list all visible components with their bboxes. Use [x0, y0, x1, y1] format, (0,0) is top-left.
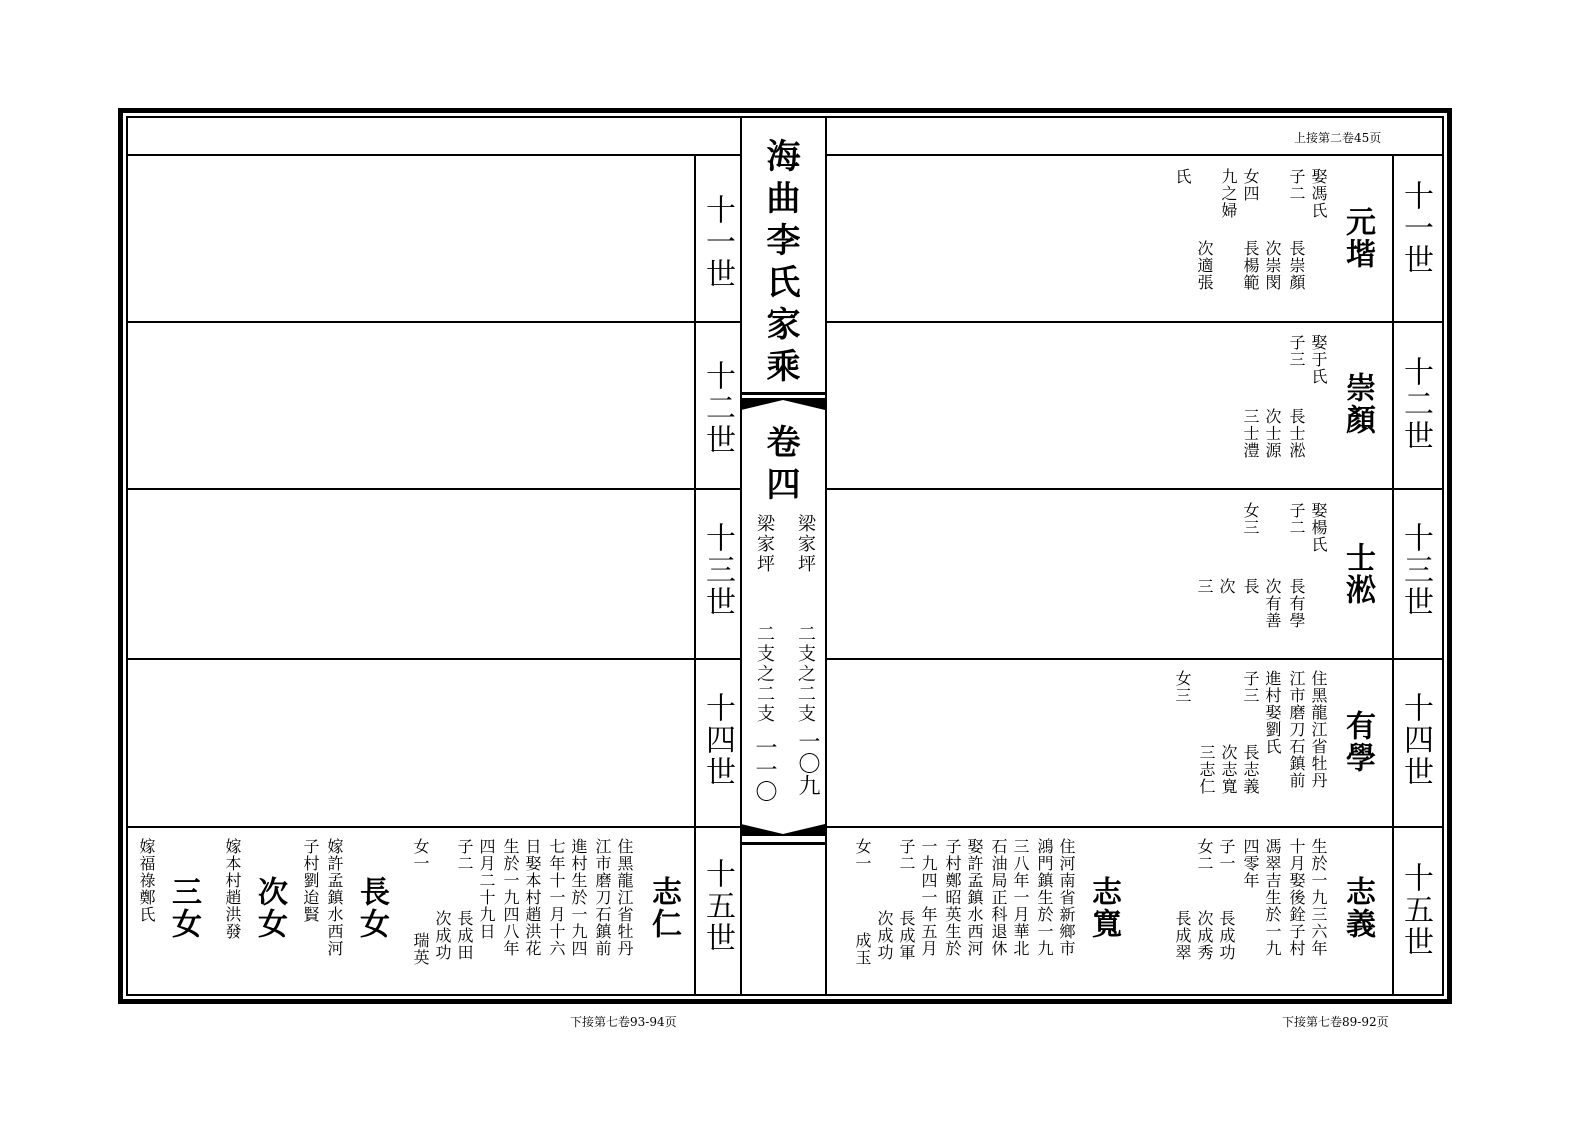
- person-detail: 長楊範: [1241, 240, 1260, 291]
- person-detail: 進村生於一九四: [569, 838, 588, 957]
- person-name: 志義: [1340, 876, 1375, 940]
- person-detail: 三士澧: [1241, 408, 1260, 459]
- branch-right: 梁家坪: [795, 514, 816, 574]
- person-detail: 住河南省新鄉市: [1057, 838, 1076, 957]
- person-detail: 嫁許孟鎮水西河: [325, 838, 344, 957]
- spine-band-bottom: [741, 822, 825, 848]
- person-name: 崇顏: [1340, 372, 1375, 436]
- gen-label: 十一世: [700, 194, 735, 290]
- right-row-line: [827, 321, 1442, 323]
- person-detail: 瑞英: [411, 932, 430, 966]
- person-detail: 次成功: [875, 910, 894, 961]
- person-detail: 女三: [1173, 670, 1192, 704]
- person-detail: 馮翠吉生於一九: [1263, 838, 1282, 957]
- person-detail: 長志義: [1241, 744, 1260, 795]
- left-gen-line: [694, 155, 696, 994]
- person-detail: 鴻門鎮生於一九: [1035, 838, 1054, 957]
- person-name: 長女: [354, 876, 389, 940]
- person-detail: 次成功: [433, 910, 452, 961]
- left-row-line: [128, 826, 740, 828]
- gen-label: 十一世: [1398, 180, 1433, 276]
- person-detail: 次適張: [1195, 240, 1214, 291]
- spine-band-top: [741, 392, 825, 412]
- left-row-line: [128, 488, 740, 490]
- person-detail: 長有學: [1287, 578, 1306, 629]
- person-detail: 江市磨刀石鎮前: [1287, 670, 1306, 789]
- left-row-line: [128, 321, 740, 323]
- gen-label: 十四世: [1398, 692, 1433, 788]
- gen-label: 十二世: [700, 360, 735, 456]
- person-detail: 成玉: [853, 932, 872, 966]
- person-detail: 長崇顏: [1287, 240, 1306, 291]
- page-number-left: 一一〇: [752, 736, 777, 802]
- person-detail: 娶馮氏: [1309, 168, 1328, 219]
- left-row-line: [128, 154, 740, 156]
- person-detail: 嫁福祿鄭氏: [137, 838, 156, 923]
- gen-label: 十四世: [700, 692, 735, 788]
- person-detail: 子二: [897, 838, 916, 872]
- gen-label: 十五世: [1398, 862, 1433, 958]
- header-note: 上接第二卷45页: [1294, 131, 1382, 145]
- person-detail: 石油局正科退休: [989, 838, 1008, 957]
- person-detail: 子三: [1287, 334, 1306, 368]
- person-detail: 子二: [455, 838, 474, 872]
- person-detail: 住黑龍江省牡丹: [1309, 670, 1328, 789]
- person-detail: 長成田: [455, 910, 474, 961]
- book-title: 海曲李氏家乘: [760, 138, 800, 390]
- person-name: 志寬: [1086, 876, 1121, 940]
- person-detail: 次: [1217, 578, 1236, 595]
- person-detail: 次崇閔: [1263, 240, 1282, 291]
- right-row-line: [827, 826, 1442, 828]
- branch-sub-right: 二支之二支: [795, 624, 816, 724]
- spine-left-line: [740, 118, 742, 994]
- volume-label: 卷四: [760, 424, 800, 508]
- person-detail: 女二: [1195, 838, 1214, 872]
- person-detail: 次士源: [1263, 408, 1282, 459]
- person-detail: 次志寬: [1219, 744, 1238, 795]
- right-gen-line: [1392, 155, 1394, 994]
- person-detail: 進村娶劉氏: [1263, 670, 1282, 755]
- person-detail: 次有善: [1263, 578, 1282, 629]
- person-name: 元堦: [1340, 206, 1375, 270]
- person-detail: 女四: [1241, 168, 1260, 202]
- person-name: 次女: [252, 876, 287, 940]
- gen-label: 十三世: [1398, 522, 1433, 618]
- person-detail: 子一: [1217, 838, 1236, 872]
- person-detail: 女一: [411, 838, 430, 872]
- person-detail: 生於一九四八年: [501, 838, 520, 957]
- person-detail: 四零年: [1241, 838, 1260, 889]
- person-name: 志仁: [646, 876, 681, 940]
- person-detail: 三: [1195, 578, 1214, 595]
- person-detail: 氏: [1173, 168, 1192, 185]
- person-detail: 長成功: [1217, 910, 1236, 961]
- person-detail: 三志仁: [1197, 744, 1216, 795]
- right-row-line: [827, 658, 1442, 660]
- person-detail: 四月二十九日: [477, 838, 496, 940]
- gen-label: 十二世: [1398, 356, 1433, 452]
- person-name: 士淞: [1340, 542, 1375, 606]
- person-detail: 七年十一月十六: [547, 838, 566, 957]
- person-detail: 娶于氏: [1309, 334, 1328, 385]
- person-detail: 九之婦: [1219, 168, 1238, 219]
- person-detail: 女三: [1241, 502, 1260, 536]
- left-row-line: [128, 658, 740, 660]
- person-detail: 次成秀: [1195, 910, 1214, 961]
- person-detail: 娶許孟鎮水西河: [965, 838, 984, 957]
- person-detail: 三八年一月華北: [1011, 838, 1030, 957]
- person-detail: 住黑龍江省牡丹: [615, 838, 634, 957]
- person-detail: 子三: [1241, 670, 1260, 704]
- person-detail: 十月娶後銓子村: [1287, 838, 1306, 957]
- person-detail: 長成翠: [1173, 910, 1192, 961]
- person-name: 三女: [166, 876, 201, 940]
- person-detail: 子二: [1287, 502, 1306, 536]
- person-detail: 長成軍: [897, 910, 916, 961]
- right-row-line: [827, 154, 1442, 156]
- branch-sub-left: 二支之二支: [754, 624, 775, 724]
- spine-right-line: [825, 118, 827, 994]
- footer-note-left: 下接第七卷93-94页: [570, 1015, 677, 1029]
- gen-label: 十三世: [700, 522, 735, 618]
- person-detail: 生於一九三六年: [1309, 838, 1328, 957]
- footer-note-right: 下接第七卷89-92页: [1282, 1015, 1389, 1029]
- person-detail: 娶楊氏: [1309, 502, 1328, 553]
- branch-left: 梁家坪: [754, 514, 775, 574]
- person-name: 有學: [1340, 710, 1375, 774]
- person-detail: 江市磨刀石鎮前: [593, 838, 612, 957]
- person-detail: 女一: [853, 838, 872, 872]
- right-row-line: [827, 488, 1442, 490]
- person-detail: 子二: [1287, 168, 1306, 202]
- person-detail: 子村劉迨賢: [301, 838, 320, 923]
- person-detail: 日娶本村趙洪花: [523, 838, 542, 957]
- person-detail: 長士淞: [1287, 408, 1306, 459]
- person-detail: 一九四一年五月: [919, 838, 938, 957]
- person-detail: 子村鄭昭英生於: [943, 838, 962, 957]
- gen-label: 十五世: [700, 858, 735, 954]
- page-number-right: 一〇九: [795, 730, 820, 796]
- person-detail: 嫁本村趙洪發: [223, 838, 242, 940]
- person-detail: 長: [1241, 578, 1260, 595]
